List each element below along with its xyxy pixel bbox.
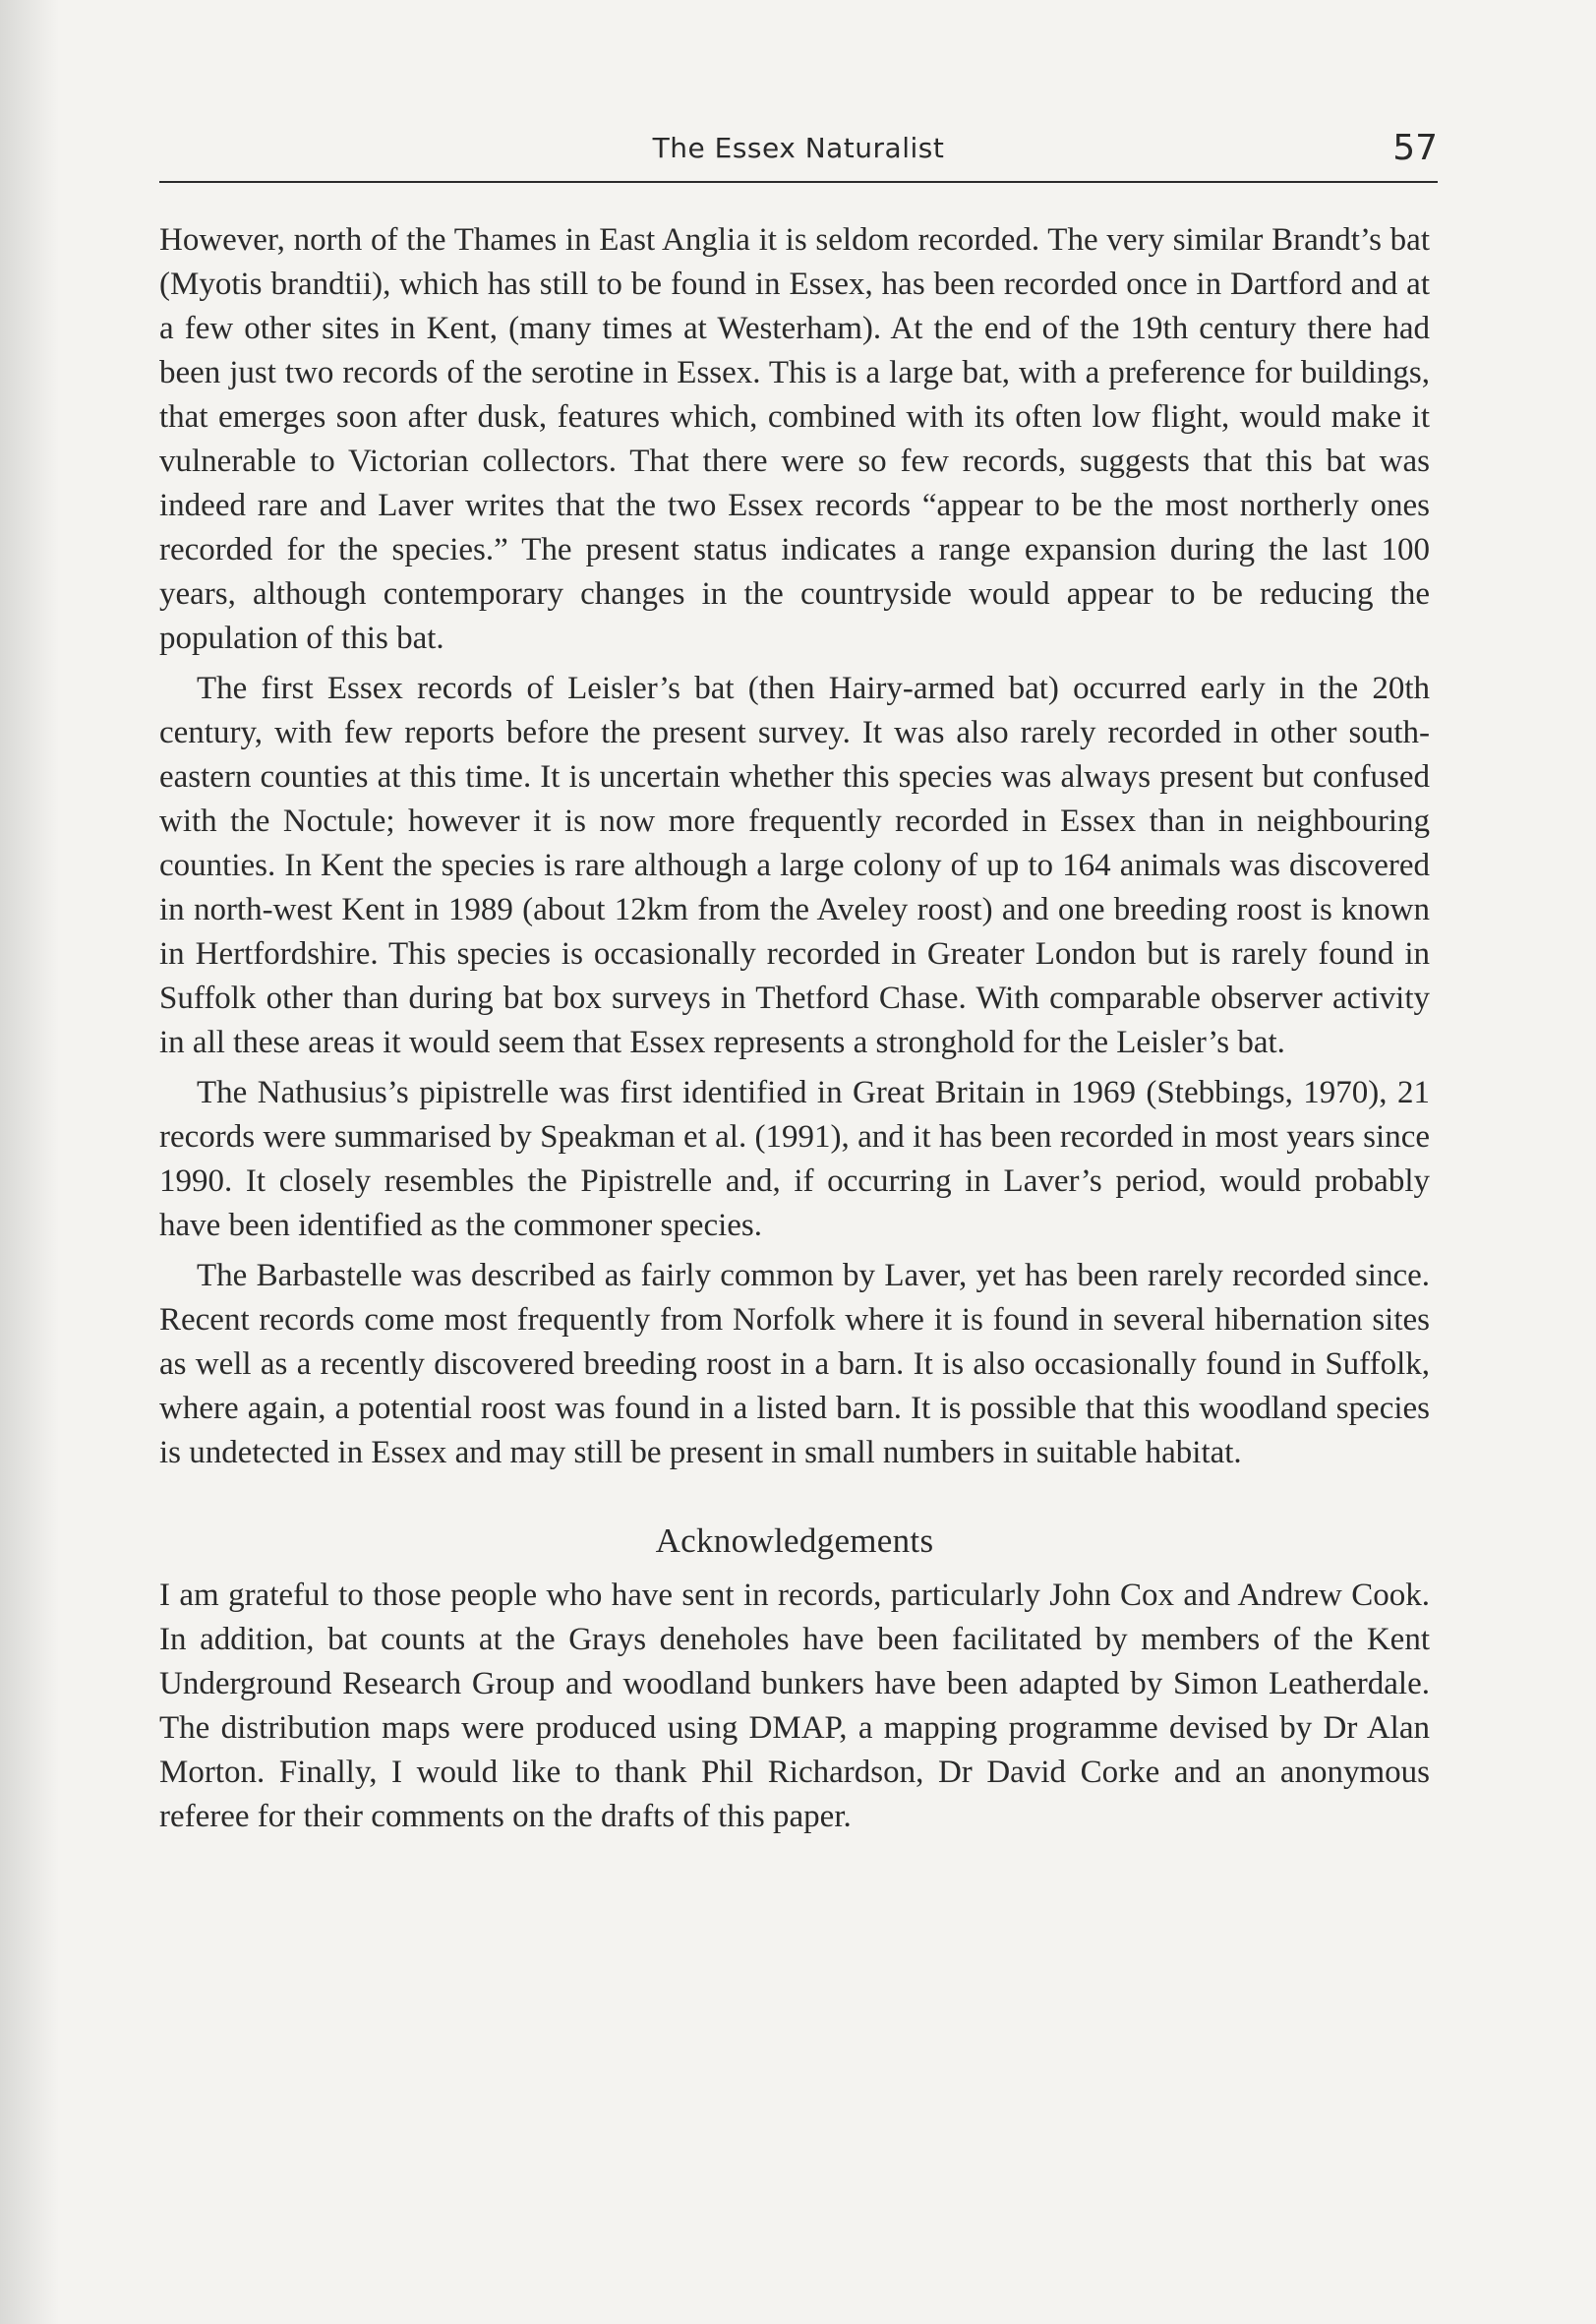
paragraph-leislers-bat: The first Essex records of Leisler’s bat (then Hairy-armed bat) occurred early in the 20th century, with few reports before the present survey. It was also rarely recorded in other south-eastern counties at this time. It is uncertain whether this species was always present but confused with the Noctule; however it is now more frequently recorded in Essex than in neighbouring counties. In Kent the species is rare although a large colony of up to 164 animals was discovered in north-west Kent in 1989 (about 12km from the Aveley roost) and one breeding roost is known in Hertfordshire. This species is occasionally recorded in Greater London but is rarely found in Suffolk other than during bat box surveys in Thetford Chase. With comparable observer activity in all these areas it would seem that Essex represents a stronghold for the Leisler’s bat. — [159, 671, 1430, 1060]
acknowledgements-text: I am grateful to those people who have sent in records, particularly John Cox and Andrew Cook. In addition, bat counts at the Grays deneholes have been facilitated by members of the Kent Underground Research Group and woodland bunkers have been adapted by Simon Leatherdale. The distribution maps were produced using DMAP, a mapping programme devised by Dr Alan Morton. Finally, I would like to thank Phil Richardson, Dr David Corke and an anonymous referee for their comments on the drafts of this paper. — [159, 1578, 1430, 1834]
running-head — [159, 126, 1438, 187]
header-rule — [159, 181, 1438, 183]
paragraph-serotine: However, north of the Thames in East Anglia it is seldom recorded. The very similar Brandt’s bat (Myotis brandtii), which has still to be found in Essex, has been recorded once in Dartford and at a few other sites in Kent, (many times at Westerham). At the end of the 19th century there had been just two records of the serotine in Essex. This is a large bat, with a preference for buildings, that emerges soon after dusk, features which, combined with its often low flight, would make it vulnerable to Victorian collectors. That there were so few records, suggests that this bat was indeed rare and Laver writes that the two Essex records “appear to be the most northerly ones recorded for the species.” The present status indicates a range expansion during the last 100 years, although contemporary changes in the countryside would appear to be reducing the population of this bat. — [159, 222, 1430, 656]
page-edge-shadow — [0, 0, 59, 2324]
paragraph-barbastelle: The Barbastelle was described as fairly common by Laver, yet has been rarely recorded since. Recent records come most frequently from Norfolk where it is found in several hibernation sites as well as a recently discovered breeding roost in a barn. It is also occasionally found in Suffolk, where again, a potential roost was found in a listed barn. It is possible that this woodland species is undetected in Essex and may still be present in small numbers in suitable habitat. — [159, 1258, 1430, 1470]
paragraph-nathusius-pipistrelle: The Nathusius’s pipistrelle was first identified in Great Britain in 1969 (Stebbings, 1970), 21 records were summarised by Speakman et al. (1991), and it has been recorded in most years since 1990. It closely resembles the Pipistrelle and, if occurring in Laver’s period, would probably have been identified as the commoner species. — [159, 1075, 1430, 1243]
journal-title: The Essex Naturalist — [652, 132, 945, 164]
article-body — [159, 218, 1430, 1839]
page-number: 57 — [1392, 128, 1438, 168]
acknowledgements-heading: Acknowledgements — [655, 1521, 934, 1560]
